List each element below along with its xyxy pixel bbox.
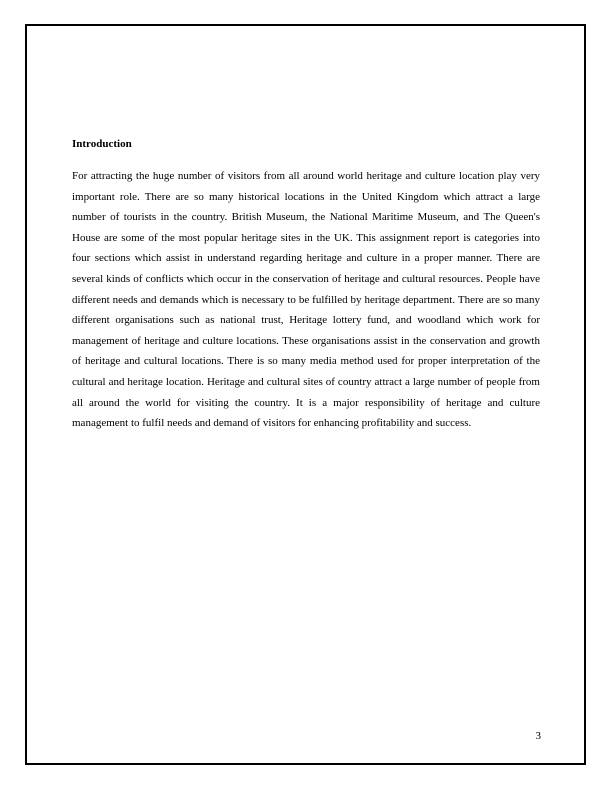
document-body	[72, 137, 540, 434]
section-heading: Introduction	[72, 138, 132, 150]
introduction-paragraph: For attracting the huge number of visitors from all around world heritage and culture location play very important role. There are so many historical locations in the United Kingdom which attract a large number of tourists in the country. British Museum, the National Maritime Museum, and The Queen's House are some of the most popular heritage sites in the UK. This assignment report is categories into four sections which assist in understand regarding heritage and culture in a proper manner. There are several kinds of conflicts which occur in the conservation of heritage and cultural resources. People have different needs and demands which is necessary to be fulfilled by heritage department. There are so many different organisations such as national trust, Heritage lottery fund, and woodland which work for management of heritage and culture locations. These organisations assist in the conservation and growth of heritage and cultural locations. There is so many media method used for proper interpretation of the cultural and heritage location. Heritage and cultural sites of country attract a large number of people from all around the world for visiting the country. It is a major responsibility of heritage and culture management to fulfil needs and demand of visitors for enhancing profitability and success.	[72, 170, 540, 430]
page-number: 3	[535, 730, 541, 742]
